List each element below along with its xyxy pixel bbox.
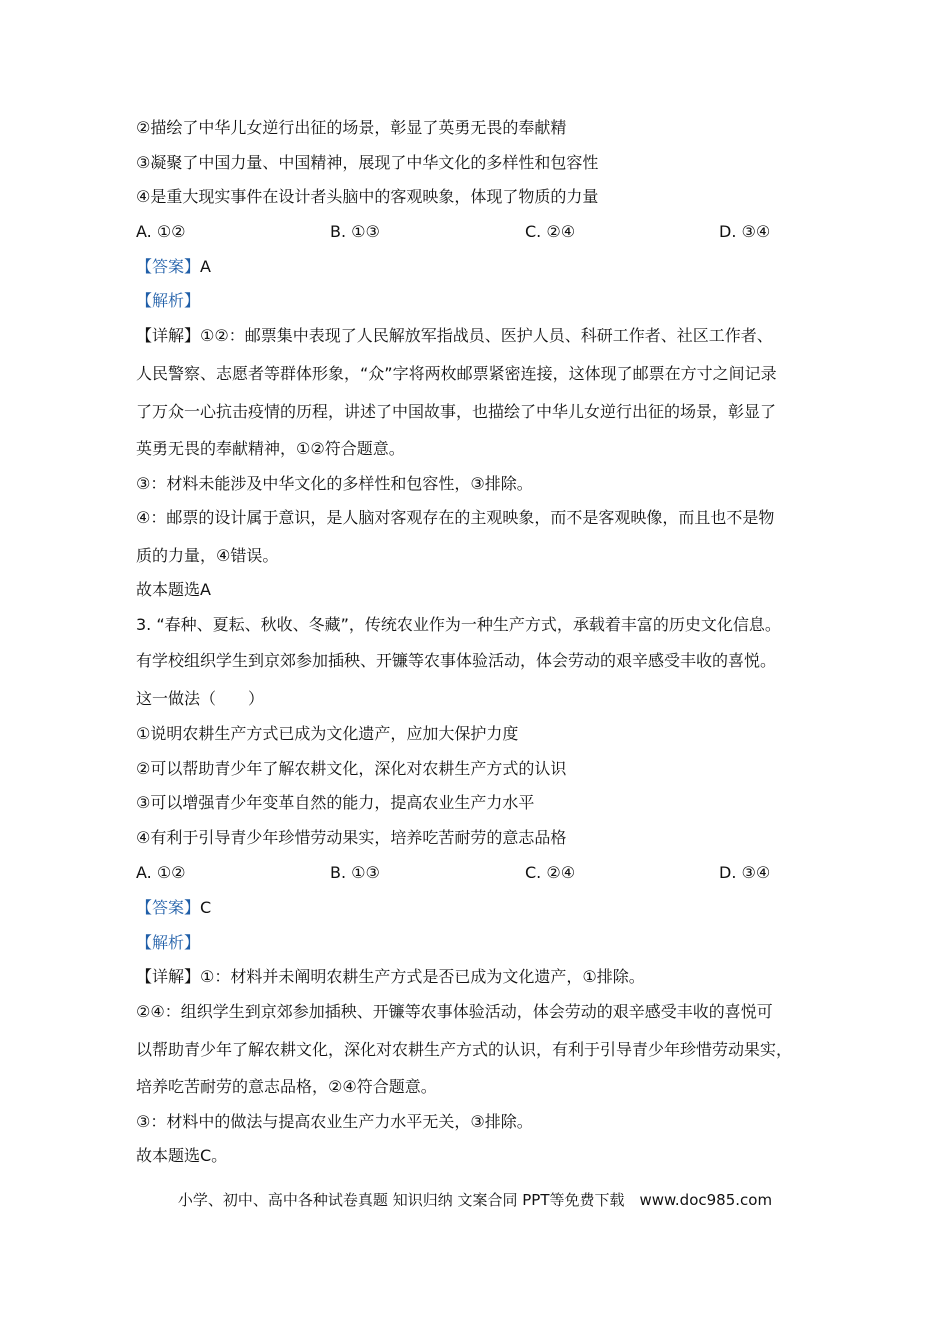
q3-stem-line: 有学校组织学生到京郊参加插秧、开镰等农事体验活动，体会劳动的艰辛感受丰收的喜悦。 xyxy=(136,651,777,670)
q3-option-d: D. ③④ xyxy=(719,863,771,882)
q3-conclusion: 故本题选C。 xyxy=(136,1146,228,1165)
q3-statement-1: ①说明农耕生产方式已成为文化遗产，应加大保护力度 xyxy=(136,724,519,743)
q3-detail-line: 培养吃苦耐劳的意志品格，②④符合题意。 xyxy=(136,1077,437,1096)
q2-detail-text: ①②：邮票集中表现了人民解放军指战员、医护人员、科研工作者、社区工作者、 xyxy=(200,326,773,345)
q3-statement-3: ③可以增强青少年变革自然的能力，提高农业生产力水平 xyxy=(136,793,535,812)
q3-options xyxy=(136,861,826,885)
q2-conclusion: 故本题选A xyxy=(136,580,211,599)
q2-detail-line: ③：材料未能涉及中华文化的多样性和包容性，③排除。 xyxy=(136,474,533,493)
page-footer: 小学、初中、高中各种试卷真题 知识归纳 文案合同 PPT等免费下载 www.doc985.com xyxy=(177,1191,773,1209)
q2-detail-line xyxy=(136,324,773,348)
q3-detail-line: 以帮助青少年了解农耕文化，深化对农耕生产方式的认识，有利于引导青少年珍惜劳动果实， xyxy=(136,1040,793,1059)
q3-option-a: A. ①② xyxy=(136,863,186,882)
q3-statement-2: ②可以帮助青少年了解农耕文化，深化对农耕生产方式的认识 xyxy=(136,759,567,778)
q2-options xyxy=(136,220,826,244)
q3-detail-line: ③：材料中的做法与提高农业生产力水平无关，③排除。 xyxy=(136,1112,533,1131)
q3-analysis-tag: 【解析】 xyxy=(136,933,201,952)
q2-detail-line: 人民警察、志愿者等群体形象，“众”字将两枚邮票紧密连接，这体现了邮票在方寸之间记录 xyxy=(136,364,777,383)
q2-detail-line: ④：邮票的设计属于意识，是人脑对客观存在的主观映象，而不是客观映像，而且也不是物 xyxy=(136,508,775,527)
q2-answer-tag: 【答案】 xyxy=(136,257,201,276)
q3-answer-tag: 【答案】 xyxy=(136,898,201,917)
q3-detail-line: ②④：组织学生到京郊参加插秧、开镰等农事体验活动，体会劳动的艰辛感受丰收的喜悦可 xyxy=(136,1002,773,1021)
q2-statement-2: ②描绘了中华儿女逆行出征的场景，彰显了英勇无畏的奉献精 xyxy=(136,118,567,137)
q3-stem-line: 这一做法（ ） xyxy=(136,689,265,708)
q3-answer xyxy=(136,896,211,920)
q2-detail-line: 英勇无畏的奉献精神，①②符合题意。 xyxy=(136,439,405,458)
q2-answer xyxy=(136,255,211,279)
q2-option-c: C. ②④ xyxy=(525,222,576,241)
q3-option-c: C. ②④ xyxy=(525,863,576,882)
q3-detail-text: ①：材料并未阐明农耕生产方式是否已成为文化遗产，①排除。 xyxy=(200,967,645,986)
q2-detail-line: 了万众一心抗击疫情的历程，讲述了中国故事，也描绘了中华儿女逆行出征的场景，彰显了 xyxy=(136,402,777,421)
q3-statement-4: ④有利于引导青少年珍惜劳动果实，培养吃苦耐劳的意志品格 xyxy=(136,828,567,847)
q2-option-d: D. ③④ xyxy=(719,222,771,241)
q2-statement-3: ③凝聚了中国力量、中国精神，展现了中华文化的多样性和包容性 xyxy=(136,153,599,172)
q3-answer-value: C xyxy=(200,898,212,917)
q3-detail-line xyxy=(136,965,645,989)
q2-option-a: A. ①② xyxy=(136,222,186,241)
q2-answer-value: A xyxy=(200,257,211,276)
q2-statement-4: ④是重大现实事件在设计者头脑中的客观映象，体现了物质的力量 xyxy=(136,187,599,206)
q3-detail-tag: 【详解】 xyxy=(136,967,201,986)
q2-detail-line: 质的力量，④错误。 xyxy=(136,546,279,565)
q3-stem-line: 3. “春种、夏耘、秋收、冬藏”，传统农业作为一种生产方式，承载着丰富的历史文化信息。 xyxy=(136,615,781,634)
q2-option-b: B. ①③ xyxy=(330,222,380,241)
q3-option-b: B. ①③ xyxy=(330,863,380,882)
q2-analysis-tag: 【解析】 xyxy=(136,291,201,310)
q2-detail-tag: 【详解】 xyxy=(136,326,201,345)
